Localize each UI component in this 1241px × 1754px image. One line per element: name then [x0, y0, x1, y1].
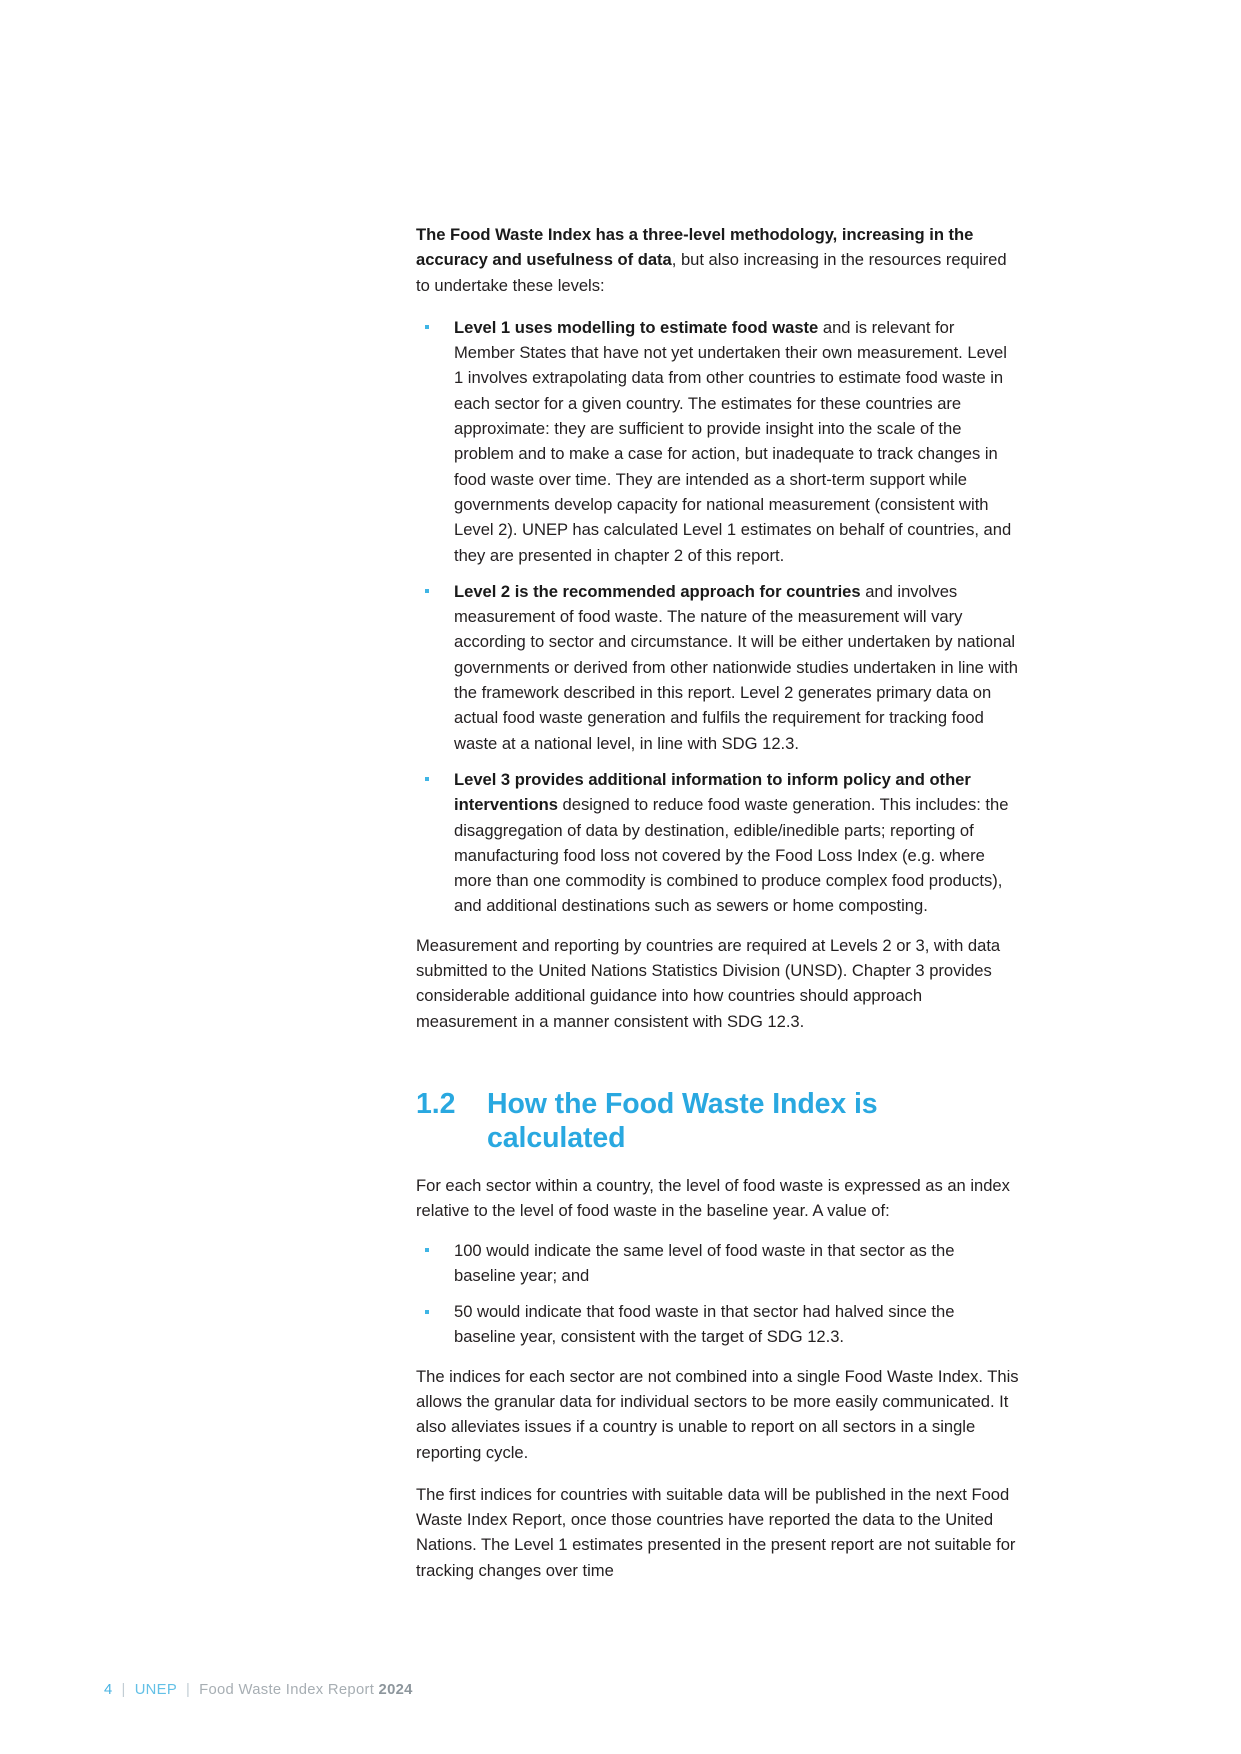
level-3-bold-lead: Level 3 provides additional information to inform policy and other interventions	[454, 769, 971, 815]
level-2-bold-lead: Level 2 is the recommended approach for countries	[454, 581, 861, 601]
footer-page-number: 4	[104, 1682, 113, 1698]
list-item	[416, 315, 1019, 568]
footer-separator: |	[186, 1682, 191, 1698]
level-3-text	[454, 770, 1008, 915]
intro-paragraph	[416, 222, 1019, 298]
index-value-50: 50 would indicate that food waste in that sector had halved since the baseline year, consistent with the target of SDG 12.3.	[454, 1302, 955, 1347]
page-footer	[104, 1680, 413, 1700]
level-1-bold-lead: Level 1 uses modelling to estimate food waste	[454, 317, 819, 337]
list-item	[416, 1299, 1019, 1350]
level-2-rest: and involves measurement of food waste. The nature of the measurement will vary according to sector and circumstance. It will be either undertaken by national governments or derived from other nationwide studies undertaken in line with the framework described in this report. Level 2 generates primary data on actual food waste generation and fulfils the requirement for tracking food waste at a national level, in line with SDG 12.3.	[454, 581, 1018, 753]
footer-separator: |	[121, 1682, 126, 1698]
section-number: 1.2	[416, 1087, 456, 1120]
first-indices-paragraph: The first indices for countries with suitable data will be published in the next Food Waste Index Report, once those countries have reported the data to the United Nations. The Level 1 estimates presented in the present report are not suitable for tracking changes over time	[416, 1484, 1016, 1580]
footer-report-name: Food Waste Index Report	[199, 1682, 375, 1698]
level-2-text	[454, 582, 1018, 753]
list-item	[416, 767, 1019, 919]
page-content	[416, 222, 1019, 1600]
intro-rest: , but also increasing in the resources required to undertake these levels:	[416, 250, 1007, 295]
bullet-square-icon	[425, 1248, 429, 1252]
bullet-square-icon	[425, 1310, 429, 1314]
footer-organization: UNEP	[134, 1682, 177, 1698]
index-values-list	[416, 1238, 1019, 1350]
section-heading	[416, 1087, 1019, 1155]
levels-list	[416, 315, 1019, 919]
measurement-paragraph: Measurement and reporting by countries are required at Levels 2 or 3, with data submitted to the United Nations Statistics Division (UNSD). Chapter 3 provides considerable additional guidance into how countries should approach measurement in a manner consistent with SDG 12.3.	[416, 935, 1001, 1031]
level-1-rest: and is relevant for Member States that have not yet undertaken their own measurement. Level 1 involves extrapolating data from other countries to estimate food waste in each sector for a given country. The estimates for these countries are approximate: they are sufficient to provide insight into the scale of the problem and to make a case for action, but inadequate to track changes in food waste over time. They are intended as a short-term support while governments develop capacity for national measurement (consistent with Level 2). UNEP has calculated Level 1 estimates on behalf of countries, and they are presented in chapter 2 of this report.	[454, 317, 1012, 565]
index-value-100: 100 would indicate the same level of food waste in that sector as the baseline year; and	[454, 1240, 955, 1285]
bullet-square-icon	[425, 325, 429, 329]
level-3-rest: designed to reduce food waste generation. This includes: the disaggregation of data by destination, edible/inedible parts; reporting of manufacturing food loss not covered by the Food Loss Index (e.g. where more than one commodity is combined to produce complex food products), and additional destinations such as sewers or home composting.	[454, 795, 1009, 916]
footer-year: 2024	[374, 1682, 413, 1698]
list-item	[416, 579, 1019, 756]
index-intro-paragraph: For each sector within a country, the level of food waste is expressed as an index relative to the level of food waste in the baseline year. A value of:	[416, 1175, 1010, 1221]
heading-spacer	[416, 1051, 1019, 1087]
bullet-square-icon	[425, 777, 429, 781]
page-title: How the Food Waste Index is calculated	[487, 1087, 878, 1154]
bullet-square-icon	[425, 589, 429, 593]
list-item	[416, 1238, 1019, 1289]
level-1-text	[454, 318, 1011, 565]
indices-paragraph: The indices for each sector are not combined into a single Food Waste Index. This allows the granular data for individual sectors to be more easily communicated. It also alleviates issues if a country is unable to report on all sectors in a single reporting cycle.	[416, 1366, 1019, 1462]
intro-bold-lead: The Food Waste Index has a three-level methodology, increasing in the accuracy and usefulness of data	[416, 225, 974, 270]
